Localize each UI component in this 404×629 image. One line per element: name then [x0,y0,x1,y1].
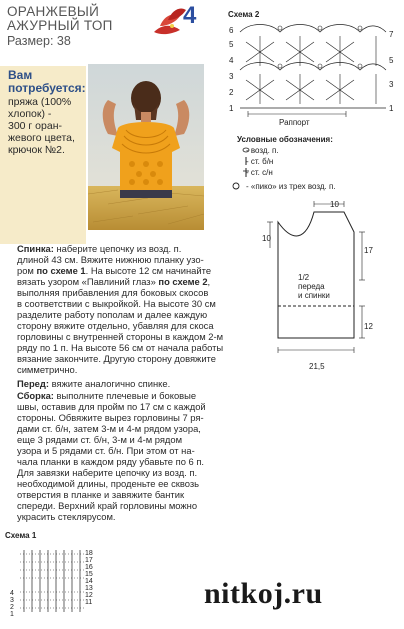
scheme-2-row-right: 3 [389,80,394,89]
instruction-line: вязать узором «Павлиний глаз» по схеме 2, [17,276,211,287]
scheme-2-row-left: 5 [229,40,234,49]
title-line-2: АЖУРНЫЙ ТОП [7,18,113,33]
rapport-label: Раппорт [279,118,310,127]
title-line-1: ОРАНЖЕВЫЙ [7,4,100,19]
instruction-line: необходимой длины, проденьте ее сквозь [17,478,200,489]
instruction-line: Перед: вяжите аналогично спинке. [17,378,171,389]
materials-line: 300 г оран- [8,120,62,132]
scheme-2-row-left: 6 [229,26,234,35]
materials-line: жевого цвета, [8,132,75,144]
materials-line: хлопок) - [8,108,52,120]
pattern-label: переда [298,282,325,291]
instruction-line: разделите работу пополам и далее каждую [17,309,208,320]
instruction-line: чала планки в каждом ряду убавьте по 6 п. [17,456,205,467]
legend-item: - «пико» из трех возд. п. [246,182,336,191]
materials-title [8,69,86,95]
instruction-line: стороны. Обвяжите вырез горловины 7 ря- [17,412,204,423]
scheme-1-rows-right: 18 17 16 15 14 13 12 11 [85,550,93,606]
scheme-2-row-left: 1 [229,104,234,113]
instruction-line: сторону вяжите отдельно, убавляя для скоса [17,320,214,331]
instruction-line: ряду по 1 п. На высоте 56 см от начала работы [17,342,224,353]
instruction-line: спереди. Верхний край горловины можно [17,500,198,511]
pattern-label: 1/2 [298,273,310,282]
pattern-top-width: 10 [330,200,339,209]
instruction-line: отверстия в планке и завяжите бантик [17,489,185,500]
materials-title-line: потребуется: [8,81,86,95]
instruction-line: еще 3 рядами ст. б/н, 3-м и 4-м рядом [17,434,183,445]
pattern-armhole: 17 [364,246,373,255]
materials-box [0,66,86,244]
issue-number: 4 [183,2,197,29]
instruction-line: Сборка: выполните плечевые и боковые [17,390,197,401]
instruction-line: в соответствии с выкройкой. На высоте 30 см [17,298,216,309]
scheme-2-title: Схема 2 [228,10,260,19]
instruction-line: выполняя прибавления для боковых скосов [17,287,209,298]
instruction-line: Спинка: наберите цепочку из возд. п. [17,243,182,254]
site-watermark: nitkoj.ru [204,577,323,610]
instruction-line: симметрично. [17,364,78,375]
instruction-line: ром по схеме 1. На высоте 12 см начинайте [17,265,212,276]
pattern-bottom-height: 12 [364,322,373,331]
scheme-2-row-left: 4 [229,56,234,65]
materials-line: пряжа (100% [8,96,72,108]
scheme-1-rows-left: 4 3 2 1 [10,590,14,618]
scheme-2-row-left: 2 [229,88,234,97]
materials-title-line: Вам [8,68,33,82]
scheme-2-diagram [226,22,396,120]
materials-line: крючок №2. [8,144,65,156]
scheme-2-row-right: 5 [389,56,394,65]
instruction-line: длиной 43 см. Вяжите нижнюю планку узо- [17,254,204,265]
instruction-line: горловины с внутренней стороны в каждом 2-м [17,331,224,342]
pattern-label: и спинки [298,291,330,300]
legend-item: - возд. п. [246,146,279,155]
instruction-line: украсить стеклярусом. [17,511,116,522]
instruction-line: дами ст. б/н, затем 3-м и 4-м рядом узора, [17,423,201,434]
scheme-2-row-left: 3 [229,72,234,81]
size-label: Размер: 38 [7,34,71,48]
instruction-line: узора и 5 рядами ст. б/н. При этом от на- [17,445,195,456]
scheme-2-row-right: 7 [389,30,394,39]
instruction-line: Для завязки наберите цепочку из возд. п. [17,467,198,478]
scheme-1-title: Схема 1 [5,531,37,540]
scheme-2-row-right: 1 [389,104,394,113]
legend-item: - ст. б/н [246,157,274,166]
instruction-line: вязание закончите. Другую сторону довяжите [17,353,216,364]
instruction-line: швы, оставив для пройм по 17 см с каждой [17,401,206,412]
pattern-bottom-width: 21,5 [309,362,325,371]
scheme-1-diagram [20,548,92,618]
pattern-side-left: 10 [262,234,271,243]
picot-icon [230,181,242,191]
legend-title: Условные обозначения: [237,135,333,144]
model-photo [88,64,204,230]
garment-pattern-diagram [258,198,398,378]
legend-item: - ст. с/н [246,168,273,177]
